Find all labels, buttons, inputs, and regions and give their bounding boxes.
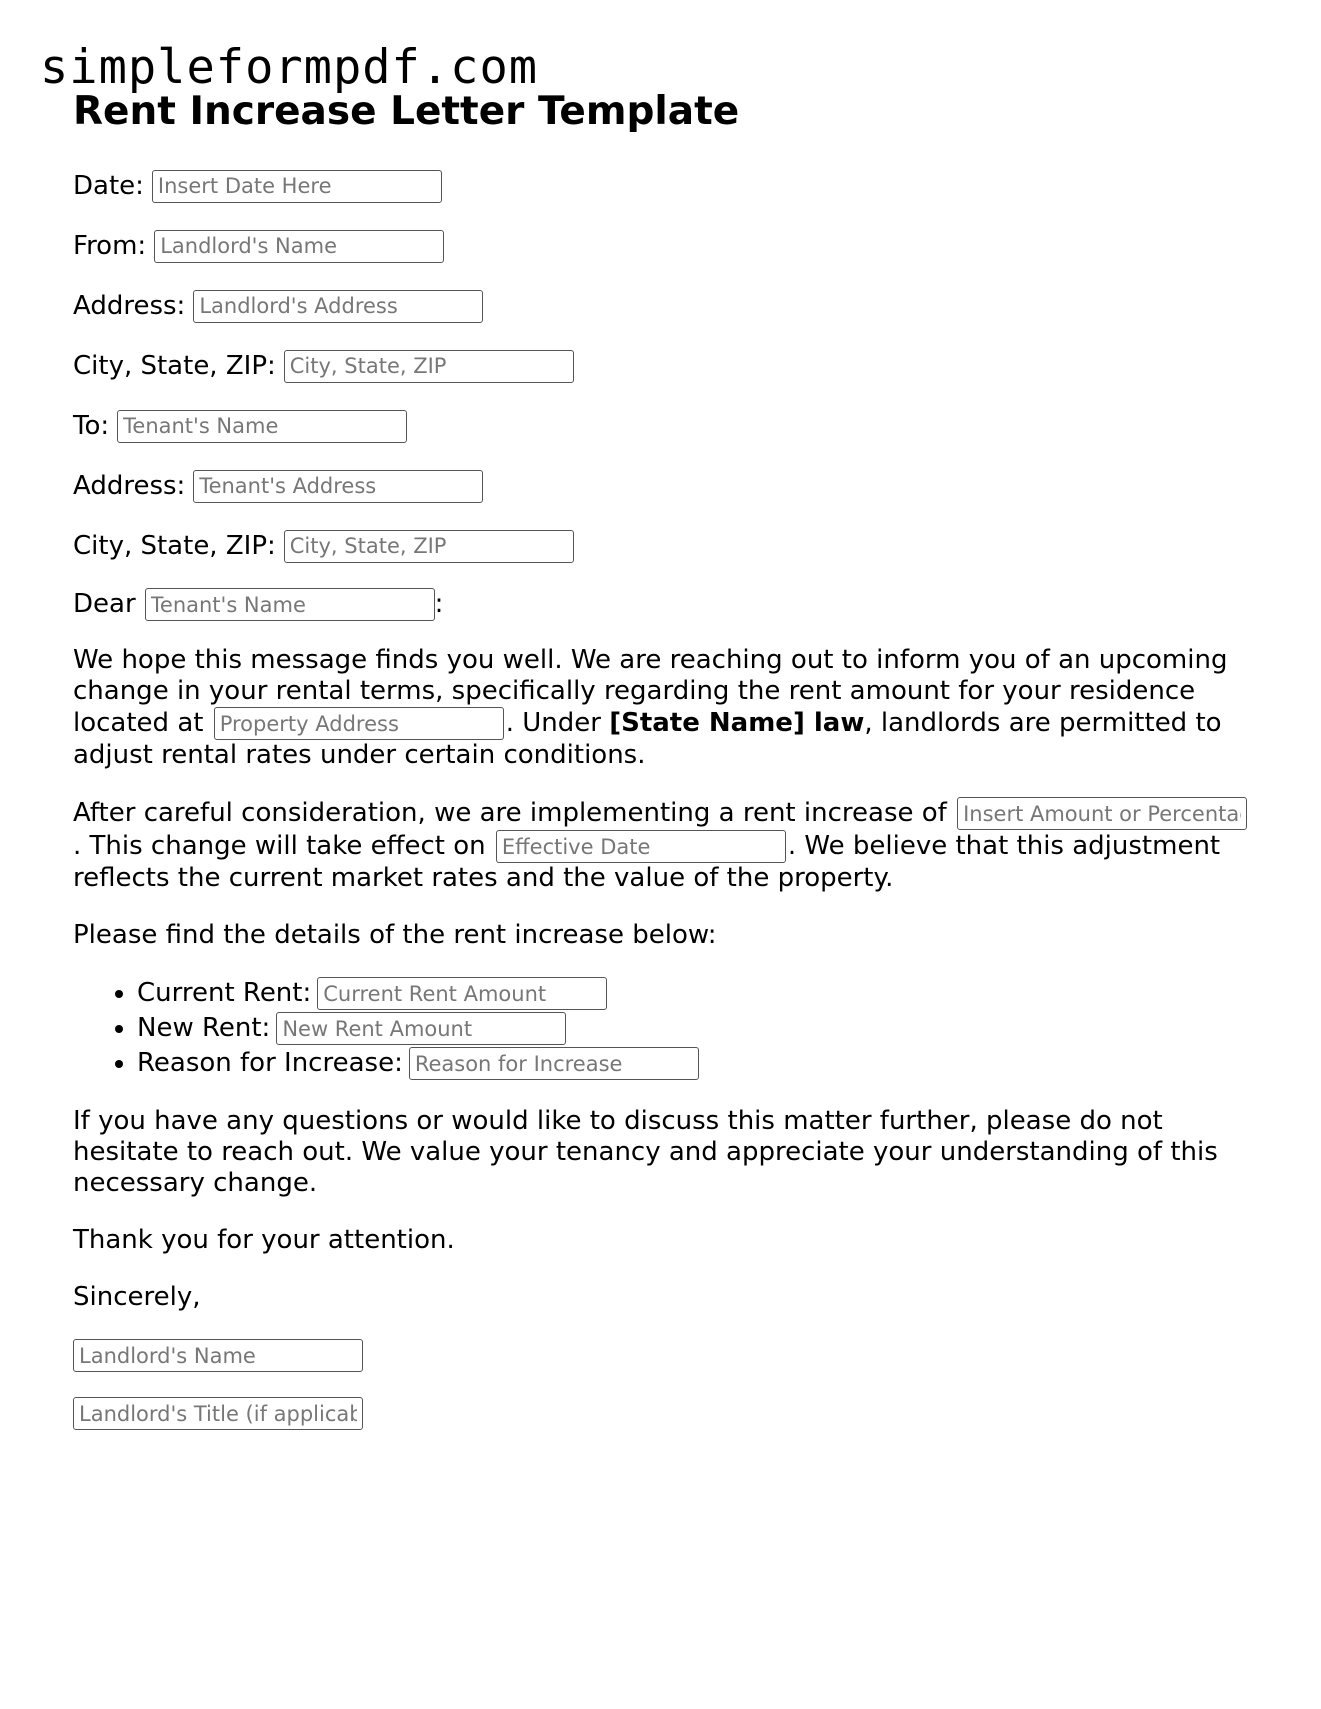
date-input[interactable] xyxy=(152,170,442,203)
tenant-address-label: Address: xyxy=(73,470,186,501)
signature-name-input[interactable] xyxy=(73,1339,363,1372)
reason-input[interactable] xyxy=(409,1047,699,1080)
salutation-colon: : xyxy=(434,589,444,619)
landlord-city-label: City, State, ZIP: xyxy=(73,350,276,381)
increase-paragraph xyxy=(73,797,1253,894)
salutation-label: Dear xyxy=(73,589,136,619)
list-item-new-rent xyxy=(137,1012,1253,1045)
tenant-address-input[interactable] xyxy=(193,470,483,503)
list-item-reason xyxy=(137,1047,1253,1080)
closing-line: Sincerely, xyxy=(73,1282,201,1312)
landlord-address-label: Address: xyxy=(73,290,186,321)
increase-amount-input[interactable] xyxy=(957,797,1247,830)
to-row xyxy=(73,408,1253,444)
from-label: From: xyxy=(73,230,147,261)
letter-body xyxy=(73,88,1253,1455)
tenant-address-row xyxy=(73,468,1253,504)
tenant-city-row xyxy=(73,528,1253,564)
page-title: Rent Increase Letter Template xyxy=(73,89,740,134)
landlord-address-row xyxy=(73,288,1253,324)
new-rent-label: New Rent: xyxy=(137,1013,271,1043)
signature-title-input[interactable] xyxy=(73,1397,363,1430)
new-rent-input[interactable] xyxy=(276,1012,566,1045)
property-address-input[interactable] xyxy=(214,707,504,740)
from-row xyxy=(73,228,1253,264)
intro-text-c: , landlords are permitted to adjust rental rates under certain conditions. xyxy=(73,708,1222,770)
intro-paragraph xyxy=(73,645,1253,771)
increase-text-a: After careful consideration, we are implementing a rent increase of xyxy=(73,798,947,828)
tenant-city-label: City, State, ZIP: xyxy=(73,530,276,561)
reason-label: Reason for Increase: xyxy=(137,1048,403,1078)
effective-date-input[interactable] xyxy=(496,830,786,863)
salutation-tenant-name-input[interactable] xyxy=(145,588,435,621)
increase-text-c: . We believe that this adjustment reflects the current market rates and the value of the property. xyxy=(73,831,1221,893)
details-list xyxy=(73,977,1253,1080)
landlord-address-input[interactable] xyxy=(193,290,483,323)
date-label: Date: xyxy=(73,170,144,201)
state-law-bold: [State Name] law xyxy=(609,708,865,738)
current-rent-input[interactable] xyxy=(317,977,607,1010)
to-label: To: xyxy=(73,410,110,441)
date-row xyxy=(73,168,1253,204)
signature-block xyxy=(73,1339,1253,1430)
landlord-city-row xyxy=(73,348,1253,384)
thanks-line: Thank you for your attention. xyxy=(73,1225,455,1255)
salutation xyxy=(73,588,1253,621)
list-item-current-rent xyxy=(137,977,1253,1010)
tenant-city-input[interactable] xyxy=(284,530,574,563)
landlord-name-input[interactable] xyxy=(154,230,444,263)
intro-text-b: . Under xyxy=(505,708,601,738)
landlord-city-input[interactable] xyxy=(284,350,574,383)
increase-text-b: . This change will take effect on xyxy=(73,831,486,861)
intro-text-a: We hope this message finds you well. We are reaching out to inform you of an upcoming change in your rental terms, specifically regarding the rent amount for your residence located at xyxy=(73,645,1228,738)
current-rent-label: Current Rent: xyxy=(137,978,312,1008)
watermark: simpleformpdf.com xyxy=(40,40,539,95)
tenant-name-input[interactable] xyxy=(117,410,407,443)
details-intro: Please find the details of the rent increase below: xyxy=(73,920,717,950)
questions-paragraph: If you have any questions or would like to discuss this matter further, please do not hesitate to reach out. We value your tenancy and appreciate your understanding of this necessary change. xyxy=(73,1106,1218,1198)
